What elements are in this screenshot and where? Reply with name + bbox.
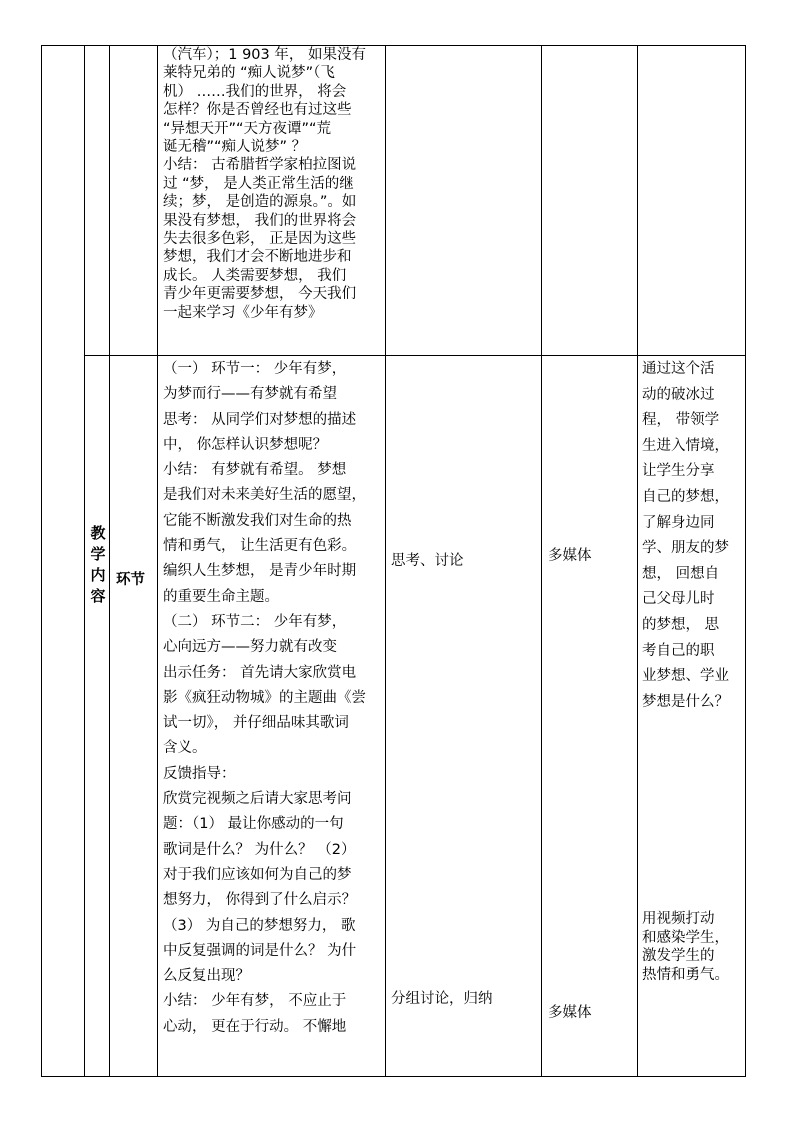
table-top-border — [41, 45, 746, 46]
content-line: （二） 环节二： 少年有梦， — [163, 613, 347, 630]
upper-line: （汽车）；1 903 年， 如果没有 — [163, 47, 366, 63]
student-activity-2: 分组讨论，归纳 — [391, 991, 493, 1007]
column-divider-3 — [157, 45, 158, 1077]
design-intent-2 — [642, 910, 742, 984]
intent-line: 和感染学生， — [642, 929, 729, 946]
intent-line: 学、朋友的梦 — [642, 540, 729, 557]
section-label-char: 容 — [90, 587, 106, 605]
student-activity-1: 思考、讨论 — [391, 553, 464, 569]
content-line: 编织人生梦想， 是青少年时期 — [163, 563, 357, 580]
upper-line: 青少年更需要梦想， 今天我们 — [163, 286, 357, 303]
upper-line: 机） ……我们的世界， 将会 — [163, 83, 347, 100]
table-bottom-border — [41, 1076, 746, 1077]
intent-line: 动的破冰过 — [642, 386, 715, 403]
intent-line: 的梦想， 思 — [642, 616, 720, 633]
upper-line: 过 “梦， 是人类正常生活的继 — [163, 175, 354, 192]
row-divider — [84, 355, 746, 356]
content-line: 出示任务： 首先请大家欣赏电 — [163, 664, 357, 681]
content-line: 心动， 更在于行动。 不懈地 — [163, 1018, 347, 1035]
content-line: 影《疯狂动物城》的主题曲《尝 — [163, 689, 366, 706]
upper-line: 果没有梦想， 我们的世界将会 — [163, 212, 357, 229]
intent-line: 自己的梦想， — [642, 488, 729, 505]
intent-line: 程， 带领学 — [642, 412, 720, 429]
design-intent-1 — [642, 357, 742, 715]
upper-content-cell — [163, 46, 385, 322]
upper-line: 成长。 人类需要梦想， 我们 — [163, 267, 347, 284]
intent-line: 想， 回想自 — [642, 565, 720, 582]
content-line: 歌词是什么？ 为什么？ （2） — [163, 841, 356, 858]
section-label-char: 教 — [90, 524, 106, 542]
intent-line: 己父母儿时 — [642, 591, 715, 608]
intent-line: 激发学生的 — [642, 948, 715, 964]
content-line: 欣赏完视频之后请大家思考问 — [163, 791, 352, 808]
content-line: 它能不断激发我们对生命的热 — [163, 512, 352, 529]
content-line: 是我们对未来美好生活的愿望， — [163, 487, 366, 504]
section-label-teaching-content — [88, 523, 108, 607]
upper-line: 梦想，我们才会不断地进步和 — [163, 249, 352, 266]
content-line: （一） 环节一： 少年有梦， — [163, 361, 347, 377]
column-divider-6 — [637, 45, 638, 1077]
upper-line: 一起来学习《少年有梦》 — [163, 304, 323, 321]
upper-line: 诞无稽”“痴人说梦” ？ — [163, 139, 307, 156]
intent-line: 生进入情境， — [642, 437, 729, 454]
upper-line: 怎样？你是否曾经也有过这些 — [163, 102, 352, 119]
upper-line: 莱特兄弟的 “痴人说梦”（飞 — [163, 65, 335, 82]
intent-line: 了解身边同 — [642, 514, 715, 531]
content-line: 中反复强调的词是什么？ 为什 — [163, 942, 357, 959]
table-right-border — [745, 45, 746, 1077]
upper-line: 续；梦， 是创造的源泉。”。如 — [163, 194, 357, 211]
column-divider-4 — [385, 45, 386, 1077]
content-line: 么反复出现？ — [163, 968, 250, 985]
upper-line: 小结： 古希腊哲学家柏拉图说 — [163, 157, 357, 174]
intent-line: 用视频打动 — [642, 911, 715, 927]
media-1: 多媒体 — [548, 548, 592, 564]
content-line: 的重要生命主题。 — [163, 588, 279, 605]
content-line: 情和勇气， 让生活更有色彩。 — [163, 538, 357, 555]
content-line: 对于我们应该如何为自己的梦 — [163, 866, 352, 883]
upper-line: “异想天开”“天方夜谭”“荒 — [163, 120, 332, 137]
segment-label: 环节 — [116, 572, 145, 588]
content-line: 小结： 少年有梦， 不应止于 — [163, 993, 347, 1010]
content-line: 题：（1） 最让你感动的一句 — [163, 816, 344, 833]
content-line: 思考： 从同学们对梦想的描述 — [163, 411, 357, 428]
intent-line: 考自己的职 — [642, 642, 715, 659]
content-line: 心向远方——努力就有改变 — [163, 639, 337, 656]
lesson-content-cell — [163, 357, 385, 1040]
content-line: 反馈指导： — [163, 765, 236, 782]
intent-line: 业梦想、学业 — [642, 668, 729, 685]
content-line: 小结： 有梦就有希望。 梦想 — [163, 462, 347, 479]
column-divider-2 — [109, 45, 110, 1077]
content-line: 试一切》， 并仔细品味其歌词 — [163, 715, 349, 732]
content-line: 为梦而行——有梦就有希望 — [163, 386, 337, 403]
column-divider-1 — [84, 45, 85, 1077]
content-line: 含义。 — [163, 740, 207, 757]
intent-line: 梦想是什么？ — [642, 693, 729, 710]
media-2: 多媒体 — [548, 1005, 592, 1021]
section-label-char: 内 — [90, 566, 106, 584]
content-line: 想努力， 你得到了什么启示？ — [163, 892, 357, 909]
column-divider-5 — [541, 45, 542, 1077]
intent-line: 热情和勇气。 — [642, 966, 729, 983]
intent-line: 通过这个活 — [642, 361, 715, 377]
section-label-char: 学 — [90, 545, 106, 563]
intent-line: 让学生分享 — [642, 463, 715, 480]
table-left-border — [41, 45, 42, 1077]
content-line: （3） 为自己的梦想努力， 歌 — [163, 917, 356, 934]
content-line: 中， 你怎样认识梦想呢？ — [163, 436, 328, 453]
upper-line: 失去很多色彩， 正是因为这些 — [163, 231, 357, 248]
